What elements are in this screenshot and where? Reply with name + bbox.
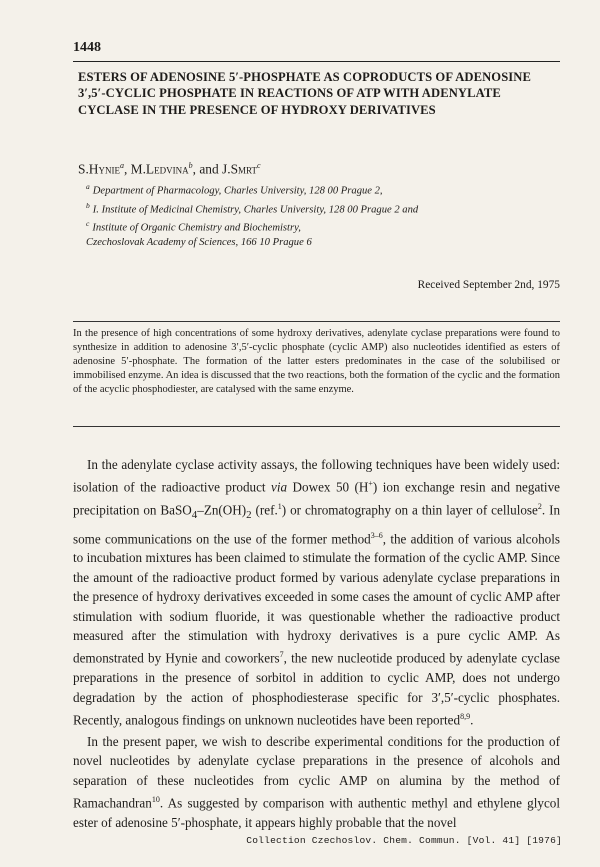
author-affiliation-mark: c <box>256 161 261 170</box>
author-name: S.Hynie <box>78 161 120 177</box>
body-paragraph <box>73 455 560 730</box>
reference-superscript: 3–6 <box>370 530 383 540</box>
author-name: J.Smrt <box>222 161 257 177</box>
text-run: (ref. <box>251 502 278 518</box>
text-run: . In some communications on the use of the former method <box>73 502 561 546</box>
abstract: In the presence of high concentrations of some hydroxy derivatives, adenylate cyclase preparations were found to synthesize in addition to adenosine 3′,5′-cyclic phosphate (cyclic AMP) also nucleotides identified as esters of adenosine 5′-phosphate. The formation of the latter esters predominates in the case of the solubilised or immobilised enzyme. An idea is discussed that the two reactions, both the formation of the cyclic and the formation of the acyclic phosphodiester, are catalysed with the same enzyme. <box>73 328 560 396</box>
page-number: 1448 <box>73 40 101 55</box>
affiliation-line <box>86 180 556 199</box>
affiliation-text: Department of Pharmacology, Charles University, 128 00 Prague 2, <box>92 185 383 197</box>
reference-superscript: 10 <box>151 795 160 804</box>
affiliation-line <box>86 199 556 218</box>
text-run: , the addition of various alcohols to incubation mixtures has been claimed to stimulate the formation of the cyclic AMP. Since the amount of the radioactive product formed by various adenylate cyclase preparations in the presence of hydroxy derivatives exceeded in some cases the amount of cyclic AMP after stimulation with sodium fluoride, it was questionable whether the radioactive product measured after the stimulation with hydroxy derivatives is a pure cyclic AMP. As demonstrated by Hynie and coworkers <box>73 530 560 666</box>
text-run: In the adenylate cyclase activity assays, the following techniques have been widely used: isolation of the radioactive product <box>73 457 560 495</box>
affiliation-text: Institute of Organic Chemistry and Biochemistry, <box>92 222 301 234</box>
reference-superscript: 8,9 <box>460 712 471 721</box>
subscript: 4 <box>191 509 198 522</box>
subscript: 2 <box>246 509 252 522</box>
text-run: ) ion exchange resin and negative precipitation on BaSO <box>73 479 560 518</box>
header-rule <box>73 61 560 62</box>
text-run: ) or chromatography on a thin layer of cellulose <box>281 502 538 518</box>
affiliations <box>86 180 556 250</box>
affiliation-mark: b <box>86 200 90 210</box>
text-run: . As suggested by comparison with authentic methyl and ethylene glycol ester of adenosine 5′-phosphate, it appears highly probable that the novel <box>73 795 560 830</box>
article-title: ESTERS OF ADENOSINE 5′-PHOSPHATE AS COPRODUCTS OF ADENOSINE 3′,5′-CYCLIC PHOSPHATE IN REACTIONS OF ATP WITH ADENYLATE CYCLASE IN THE PRESENCE OF HYDROXY DERIVATIVES <box>78 70 531 117</box>
reference-superscript: 7 <box>279 650 284 660</box>
reference-superscript: 2 <box>537 502 542 512</box>
body-text <box>73 455 560 832</box>
text-run: , the new nucleotide produced by adenylate cyclase preparations in the presence of sorbitol in addition to cyclic AMP, does not undergo degradation by the action of phosphodiesterase specific for 3′,5′-cyclic phosphates. Recently, analogous findings on unknown nucleotides have been reported <box>73 650 561 728</box>
author-name: M.Ledvina <box>130 161 189 177</box>
author-list: S.Hynie$^a$, M.Ledvina$^b$, and J.Smrt$^c$ <box>78 161 261 177</box>
affiliation-text: Czechoslovak Academy of Sciences, 166 10 Prague 6 <box>86 236 312 248</box>
reference-superscript: 1 <box>277 502 282 512</box>
text-run-italic: via <box>271 479 288 495</box>
affiliation-line <box>86 217 556 236</box>
text-run: . <box>470 712 474 728</box>
affiliation-line <box>86 236 556 250</box>
abstract-bottom-rule <box>73 426 560 427</box>
superscript: + <box>368 479 373 489</box>
body-paragraph <box>73 732 560 832</box>
author-affiliation-mark: b <box>188 161 193 170</box>
abstract-top-rule <box>73 321 560 322</box>
affiliation-mark: a <box>86 182 90 191</box>
authors-and: and <box>199 161 219 177</box>
text-run: –Zn(OH) <box>197 502 247 518</box>
journal-footer: Collection Czechoslov. Chem. Commun. [Vol. 41] [1976] <box>246 835 562 846</box>
affiliation-mark: c <box>86 219 90 229</box>
affiliation-text: I. Institute of Medicinal Chemistry, Charles University, 128 00 Prague 2 and <box>92 204 419 216</box>
text-run: Dowex 50 (H <box>287 479 369 495</box>
received-date: Received September 2nd, 1975 <box>417 279 560 291</box>
author-affiliation-mark: a <box>119 161 124 170</box>
text-run: In the present paper, we wish to describe experimental conditions for the production of novel nucleotides by adenylate cyclase preparations in the presence of alcohols and separation of these nucleotides from cyclic AMP on alumina by the method of Ramachandran <box>73 733 560 811</box>
